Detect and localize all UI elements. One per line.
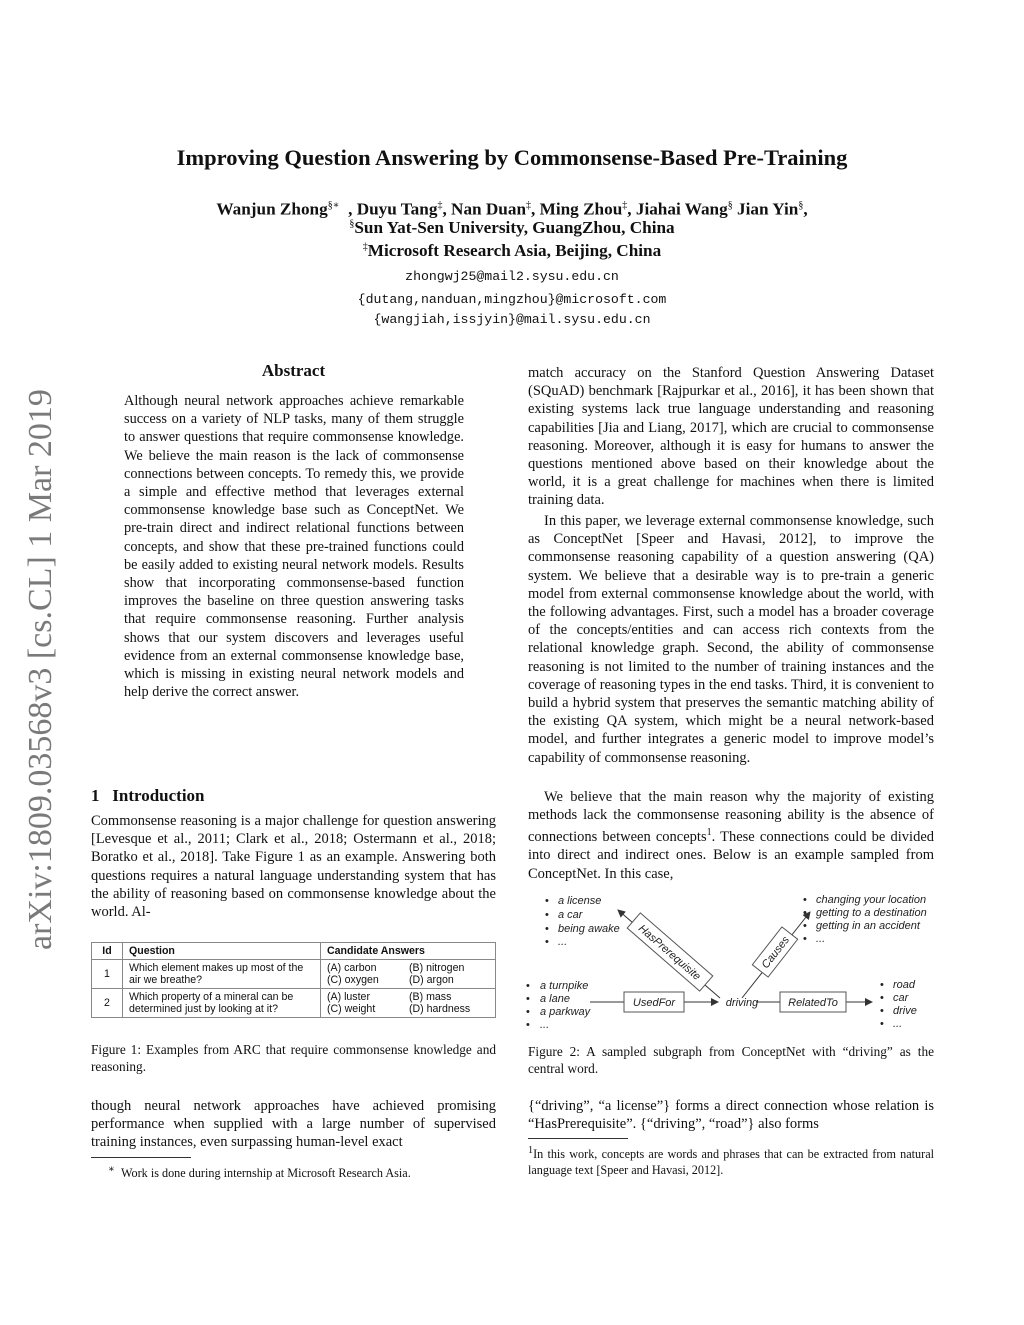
- table-cell-id: 2: [92, 989, 123, 1018]
- body-paragraph: [528, 788, 934, 883]
- concept-item: getting to a destination: [816, 907, 927, 919]
- footnote-1: [528, 1143, 934, 1178]
- footnote-star: [108, 1162, 496, 1181]
- concept-item: road: [893, 979, 916, 991]
- concept-item: ...: [540, 1019, 550, 1030]
- table-cell-question: Which property of a mineral can be determined just by looking at it?: [123, 989, 321, 1018]
- concept-list-top-left: [545, 895, 620, 948]
- author-sup: §∗: [327, 200, 340, 211]
- email-line: {dutang,nanduan,mingzhou}@microsoft.com: [357, 292, 667, 307]
- author-name: , Jiahai Wang: [627, 199, 728, 219]
- relation-causes-group: [752, 927, 797, 977]
- table-cell-question: Which element makes up most of the air we breathe?: [123, 960, 321, 989]
- author-sup: §: [798, 200, 804, 211]
- answer-option: (B) nitrogen: [409, 962, 465, 974]
- aff-sup: §: [349, 218, 355, 230]
- body-paragraph: {“driving”, “a license”} forms a direct connection whose relation is “HasPrerequisite”. {“driving”, “road”} also forms: [528, 1098, 934, 1133]
- svg-text:•: •: [545, 895, 549, 907]
- concept-item: a parkway: [540, 1006, 591, 1018]
- svg-text:•: •: [880, 979, 884, 991]
- concept-item: a car: [558, 909, 583, 921]
- abstract-heading: Abstract: [261, 361, 326, 380]
- concept-item: car: [893, 992, 909, 1004]
- author-tail: ,: [803, 199, 808, 219]
- section-heading: [91, 786, 496, 806]
- relation-usedfor: UsedFor: [632, 997, 676, 1009]
- svg-text:•: •: [526, 1006, 530, 1018]
- author-sup: ‡: [437, 200, 443, 211]
- affiliation-sysu: [0, 218, 1024, 238]
- concept-list-bottom-right: [880, 979, 917, 1030]
- svg-text:•: •: [803, 920, 807, 932]
- concept-item: being awake: [558, 923, 620, 935]
- svg-text:•: •: [526, 980, 530, 992]
- footnote-rule: [91, 1157, 191, 1158]
- footnote-text: Work is done during internship at Microsoft Research Asia.: [121, 1166, 411, 1181]
- concept-item: a lane: [540, 993, 570, 1005]
- body-paragraph: match accuracy on the Stanford Question Answering Dataset (SQuAD) benchmark [Rajpurkar et al., 2016], it has been shown that existing systems lack true language understanding and reasoning capabilities [Jia and Liang, 2017], which are crucial to commonsense reasoning. Moreover, although it is easy for humans to answer the questions mentioned above based on their knowledge about the world, it is a great challenge for machines when there is limited training data.: [528, 365, 934, 509]
- answer-option: (C) weight: [327, 1003, 376, 1015]
- concept-list-top-right: [803, 894, 927, 945]
- intro-paragraph: Commonsense reasoning is a major challenge for question answering [Levesque et al., 2011; Clark et al., 2018; Ostermann et al., 2018; Boratko et al., 2018]. Take Figure 1 as an example. Answering both questions requires a natural language understanding system that has the ability of reasoning based on commonsense knowledge about the world. Al-: [91, 813, 496, 921]
- author-name: Jian Yin: [732, 199, 799, 219]
- aff-sup: ‡: [362, 241, 368, 253]
- author-sup: §: [727, 200, 733, 211]
- affiliation-msra: [0, 241, 1024, 261]
- body-paragraph: In this paper, we leverage external commonsense knowledge, such as ConceptNet [Speer and Havasi, 2012], to improve the commonsense reasoning capability of a question answering (QA) system. We believe that a desirable way is to pre-train a generic model from external commonsense knowledge about the world, with the following advantages. First, such a model has a broader coverage of the concepts/entities and can access rich contexts from the relational knowledge graph. Second, the ability of commonsense reasoning is not limited to the number of training instances and the coverage of reasoning types in the end tasks. Third, it is convenient to build a hybrid system that preserves the semantic matching ability of the existing QA system, which might be a neural network-based model, and further integrates a generic model to improve model’s capability of commonsense reasoning.: [528, 513, 934, 766]
- table-header: Question: [123, 943, 321, 960]
- author-name: Wanjun Zhong: [216, 199, 328, 219]
- answer-option: (A) luster: [327, 991, 370, 1003]
- author-sup: ‡: [526, 200, 532, 211]
- answer-option: (A) carbon: [327, 962, 377, 974]
- concept-item: a license: [558, 895, 602, 907]
- concept-item: ...: [893, 1018, 903, 1030]
- author-name: , Duyu Tang: [348, 199, 438, 219]
- author-name: , Nan Duan: [442, 199, 527, 219]
- svg-text:•: •: [545, 909, 549, 921]
- svg-text:•: •: [526, 1019, 530, 1030]
- figure2-diagram: [520, 890, 940, 1030]
- intro-paragraph-continued: though neural network approaches have achieved promising performance when supplied with a large number of supervised training instances, even surpassing human-level exact: [91, 1098, 496, 1151]
- answer-option: (D) hardness: [409, 1003, 471, 1015]
- relation-causes: Causes: [759, 934, 792, 972]
- concept-item: a turnpike: [540, 980, 589, 992]
- footnote-mark: ∗: [108, 1164, 115, 1175]
- svg-text:•: •: [880, 1018, 884, 1030]
- email-line: zhongwj25@mail2.sysu.edu.cn: [405, 269, 619, 284]
- footnote-mark: 1: [528, 1145, 534, 1156]
- table-cell-id: 1: [92, 960, 123, 989]
- concept-item: drive: [893, 1005, 917, 1017]
- table-row: [92, 960, 496, 989]
- author-name: , Ming Zhou: [531, 199, 623, 219]
- table-row: [92, 989, 496, 1018]
- concept-list-bottom-left: [526, 980, 592, 1030]
- svg-text:•: •: [880, 992, 884, 1004]
- table-header: Candidate Answers: [321, 943, 496, 960]
- arxiv-stamp: [6, 360, 66, 960]
- figure1-table: [91, 942, 496, 1018]
- aff-text: Microsoft Research Asia, Beijing, China: [367, 241, 662, 260]
- email-line: {wangjiah,issjyin}@mail.sysu.edu.cn: [373, 312, 651, 327]
- answer-option: (C) oxygen: [327, 974, 379, 986]
- relation-relatedto: RelatedTo: [788, 997, 838, 1009]
- relation-hasprerequisite-group: [627, 913, 713, 991]
- svg-text:•: •: [545, 923, 549, 935]
- svg-text:•: •: [803, 894, 807, 906]
- svg-text:•: •: [803, 933, 807, 945]
- author-list: [0, 194, 1024, 221]
- footnote-ref: 1: [706, 827, 712, 839]
- paper-title: Improving Question Answering by Commonsense-Based Pre-Training: [176, 145, 848, 170]
- relation-hasprerequisite: HasPrerequisite: [635, 922, 703, 983]
- svg-text:•: •: [545, 936, 549, 948]
- svg-text:•: •: [880, 1005, 884, 1017]
- section-title: Introduction: [112, 786, 205, 805]
- concept-item: getting in an accident: [816, 920, 920, 932]
- footnote-rule: [528, 1138, 628, 1139]
- aff-text: Sun Yat-Sen University, GuangZhou, China: [354, 218, 675, 237]
- concept-item: changing your location: [816, 894, 927, 906]
- figure2-caption: Figure 2: A sampled subgraph from ConceptNet with “driving” as the central word.: [528, 1044, 934, 1076]
- body-text: We believe that the main reason why the majority of existing methods lack the commonsense reasoning ability is the absence of connections between concepts: [528, 789, 934, 846]
- abstract-body: Although neural network approaches achieve remarkable success on a variety of NLP tasks, many of them struggle to answer questions that require commonsense knowledge. We believe the main reason is the lack of commonsense connections between concepts. To remedy this, we provide a simple and effective method that leverages external commonsense knowledge base such as ConceptNet. We pre-train direct and indirect relational functions between concepts, and show that these pre-trained functions could be easily added to existing neural network models. Results show that incorporating commonsense-based function improves the baseline on three question answering tasks that require commonsense reasoning. Further analysis shows that our system discovers and leverages useful evidence from an external commonsense knowledge base, which is missing in existing neural network models and help derive the correct answer.: [124, 393, 464, 701]
- body-text: . These connections could be divided into direct and indirect ones. Below is an example sampled from ConceptNet. In this case,: [528, 829, 935, 882]
- arxiv-id: arXiv:1809.03568v3 [cs.CL] 1 Mar 2019: [22, 389, 59, 950]
- table-header-row: [92, 943, 496, 960]
- section-number: 1: [91, 786, 100, 805]
- concept-item: ...: [816, 933, 826, 945]
- center-concept: driving: [725, 997, 759, 1009]
- svg-text:•: •: [803, 907, 807, 919]
- figure1-caption: Figure 1: Examples from ARC that require commonsense knowledge and reasoning.: [91, 1042, 496, 1074]
- footnote-text: In this work, concepts are words and phrases that can be extracted from natural language text [Speer and Havasi, 2012].: [528, 1147, 934, 1178]
- answer-option: (D) argon: [409, 974, 454, 986]
- table-header: Id: [92, 943, 123, 960]
- svg-text:•: •: [526, 993, 530, 1005]
- author-sup: ‡: [622, 200, 628, 211]
- concept-item: ...: [558, 936, 568, 948]
- answer-option: (B) mass: [409, 991, 452, 1003]
